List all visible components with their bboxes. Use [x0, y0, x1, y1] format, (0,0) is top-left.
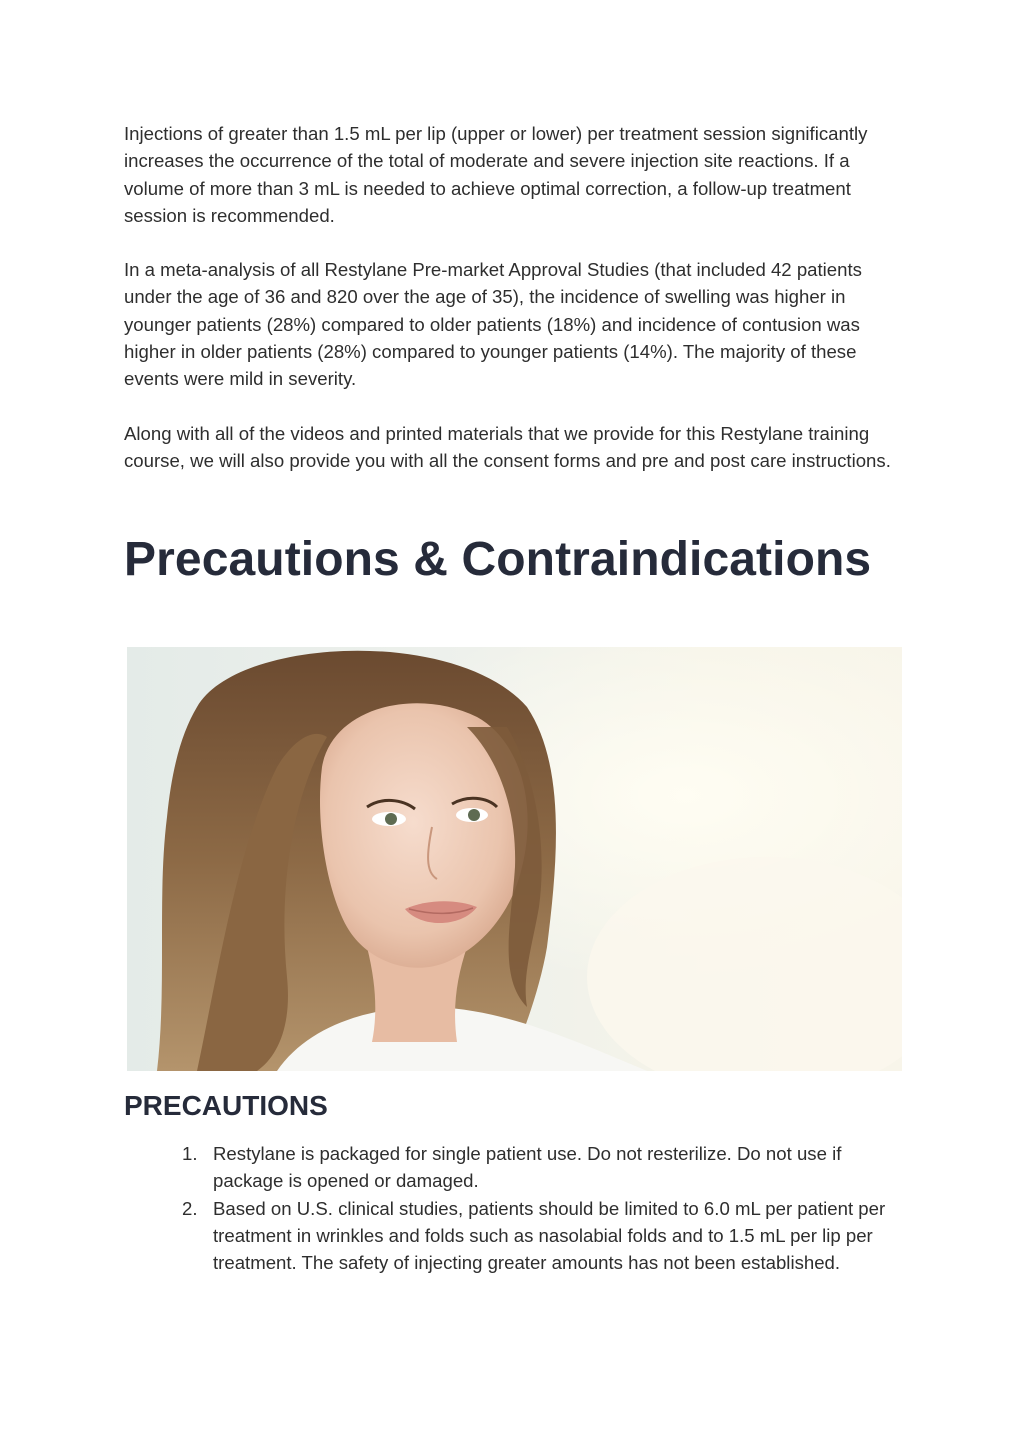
paragraph-training-materials: Along with all of the videos and printed materials that we provide for this Restylane training course, we will also provide you with all the consent forms and pre and post care instructions.	[124, 422, 891, 471]
precautions-heading: PRECAUTIONS	[124, 1090, 328, 1121]
paragraph-lip-injections: Injections of greater than 1.5 mL per lip (upper or lower) per treatment session significantly increases the occurrence of the total of moderate and severe injection site reactions. If a volume of more than 3 mL is needed to achieve optimal correction, a follow-up treatment session is recommended.	[124, 123, 868, 226]
list-item	[124, 1140, 904, 1195]
paragraph-meta-analysis: In a meta-analysis of all Restylane Pre-market Approval Studies (that included 42 patients under the age of 36 and 820 over the age of 35), the incidence of swelling was higher in younger patients (28%) compared to older patients (18%) and incidence of contusion was higher in older patients (28%) compared to younger patients (14%). The majority of these events were mild in severity.	[124, 259, 862, 390]
section-title: Precautions & Contraindications	[124, 533, 872, 586]
list-item-text: Based on U.S. clinical studies, patients should be limited to 6.0 mL per patient per treatment in wrinkles and folds such as nasolabial folds and to 1.5 mL per lip per treatment. The safety of injecting greater amounts has not been established.	[213, 1197, 886, 1274]
list-item-text: Restylane is packaged for single patient use. Do not resterilize. Do not use if package is opened or damaged.	[213, 1143, 842, 1192]
woman-portrait-photo	[127, 647, 902, 1071]
list-item	[124, 1195, 904, 1277]
document-page	[124, 120, 904, 1274]
list-item-number: 2.	[182, 1197, 198, 1219]
precautions-list	[124, 1140, 904, 1276]
list-item-number: 1.	[182, 1143, 198, 1164]
